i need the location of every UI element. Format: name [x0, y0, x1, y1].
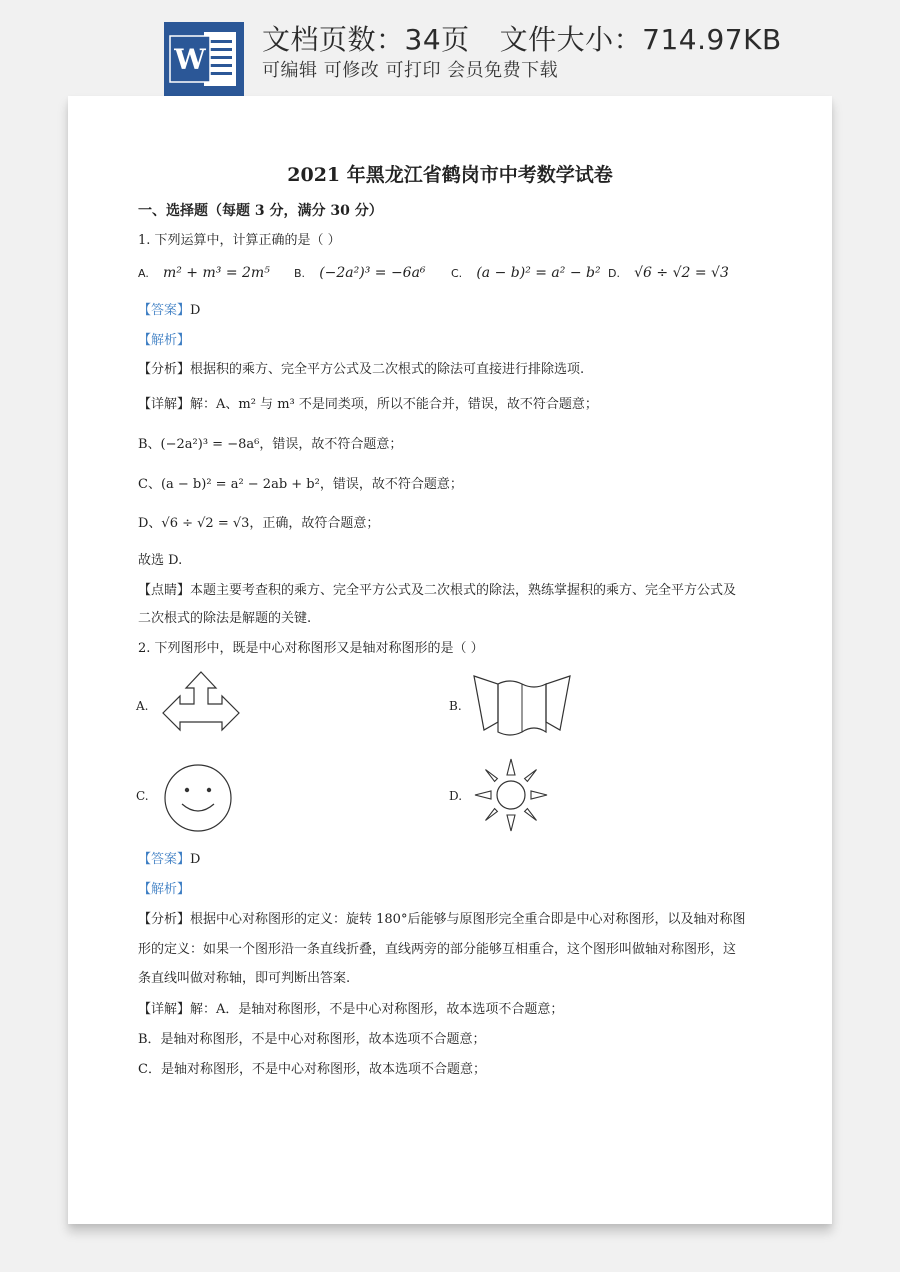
q1-answer — [138, 304, 200, 317]
option-label: A. — [138, 267, 149, 280]
option-label: B. — [294, 267, 306, 280]
q2-answer — [138, 853, 200, 866]
q1-dianjing-line1: 【点睛】本题主要考查积的乘方、完全平方公式及二次根式的除法，熟练掌握积的乘方、完全平方公式及 — [138, 583, 737, 598]
q2-line-b: B．是轴对称图形，不是中心对称图形，故本选项不合题意； — [138, 1032, 486, 1047]
q1-conclusion: 故选 D. — [138, 553, 183, 568]
q1-option-a — [138, 266, 270, 280]
q1-option-b — [294, 266, 426, 280]
page-count-label: 文档页数：34页 — [262, 23, 470, 56]
q1-line-b: B、(−2a²)³ = −8a⁶，错误，故不符合题意； — [138, 437, 403, 452]
answer-tag: 【答案】 — [138, 303, 191, 318]
answer-value: D — [190, 852, 201, 867]
option-expr: m² + m³ = 2m⁵ — [162, 265, 270, 281]
q2-xiangjie: 【详解】解：A．是轴对称图形，不是中心对称图形，故本选项不合题意； — [138, 1002, 564, 1017]
answer-value: D — [190, 303, 201, 318]
q2-line-c: C．是轴对称图形，不是中心对称图形，故本选项不合题意； — [138, 1062, 486, 1077]
option-label: C. — [451, 267, 463, 280]
q1-fenxi: 【分析】根据积的乘方、完全平方公式及二次根式的除法可直接进行排除选项. — [138, 362, 585, 377]
word-document-icon — [164, 22, 244, 96]
option-expr: (a − b)² = a² − b² — [476, 265, 601, 281]
answer-tag: 【答案】 — [138, 852, 191, 867]
q2-analysis-tag: 【解析】 — [138, 882, 191, 897]
q2-option-b-label: B. — [449, 699, 462, 713]
q1-analysis-tag: 【解析】 — [138, 333, 191, 348]
feature-list: 可编辑 可修改 可打印 会员免费下载 — [262, 60, 559, 81]
q1-option-c — [451, 266, 601, 280]
sun-figure — [472, 756, 550, 834]
option-label: D. — [608, 267, 620, 280]
page-title: 2021 年黑龙江省鹤岗市中考数学试卷 — [287, 164, 613, 186]
q1-xiangjie: 【详解】解：A、m² 与 m³ 不是同类项，所以不能合并，错误，故不符合题意； — [138, 397, 598, 412]
double-arrow-figure — [160, 670, 242, 740]
q1-line-d: D、√6 ÷ √2 = √3，正确，故符合题意； — [138, 516, 380, 531]
q2-fenxi-line1: 【分析】根据中心对称图形的定义：旋转 180°后能够与原图形完全重合即是中心对称图形，以及轴对称图 — [138, 912, 746, 927]
document-page — [68, 96, 832, 1224]
file-info-line — [262, 18, 782, 58]
q2-fenxi-line3: 条直线叫做对称轴，即可判断出答案. — [138, 971, 351, 986]
q1-line-c: C、(a − b)² = a² − 2ab + b²，错误，故不符合题意； — [138, 477, 463, 492]
download-header — [0, 0, 900, 96]
ribbon-figure — [472, 672, 572, 738]
smiley-face-figure — [162, 762, 234, 834]
question-2-stem: 2. 下列图形中，既是中心对称图形又是轴对称图形的是（ ） — [138, 641, 484, 656]
q1-option-d — [608, 266, 729, 280]
q2-option-d-label: D. — [449, 789, 463, 803]
q2-option-c-label: C. — [136, 789, 149, 803]
q2-option-a-label: A. — [136, 699, 149, 713]
question-1-stem: 1. 下列运算中，计算正确的是（ ） — [138, 233, 341, 248]
svg-text:W: W — [174, 43, 206, 76]
option-expr: (−2a²)³ = −6a⁶ — [319, 265, 426, 281]
q2-fenxi-line2: 形的定义：如果一个图形沿一条直线折叠，直线两旁的部分能够互相重合，这个图形叫做轴对称图形，这 — [138, 942, 737, 957]
option-expr: √6 ÷ √2 = √3 — [634, 265, 729, 281]
q1-dianjing-line2: 二次根式的除法是解题的关键. — [138, 611, 312, 626]
file-size-label: 文件大小：714.97KB — [499, 23, 782, 56]
section-heading: 一、选择题（每题 3 分，满分 30 分） — [138, 203, 383, 219]
